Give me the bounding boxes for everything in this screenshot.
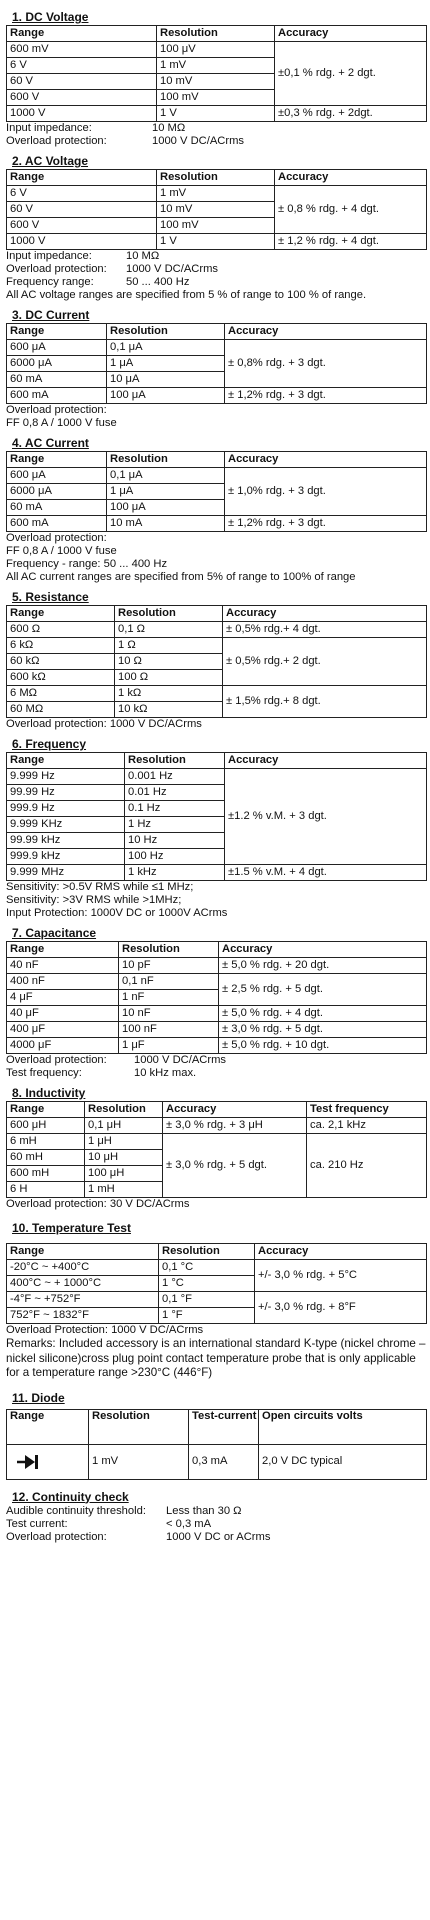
table-row bbox=[7, 686, 427, 702]
col-header-accuracy: Accuracy bbox=[275, 26, 427, 42]
cell-resolution: 10 pF bbox=[119, 958, 219, 974]
col-header-accuracy: Accuracy bbox=[223, 606, 427, 622]
table-row bbox=[7, 769, 427, 785]
cell-accuracy: ± 1,5% rdg.+ 8 dgt. bbox=[223, 686, 427, 718]
col-header-range: Range bbox=[7, 170, 157, 186]
table-row bbox=[7, 340, 427, 356]
cell-resolution: 100 μA bbox=[107, 388, 225, 404]
note-line bbox=[6, 122, 427, 135]
cell-range: 60 kΩ bbox=[7, 654, 115, 670]
cell-resolution: 1 kΩ bbox=[115, 686, 223, 702]
section-title: 2. AC Voltage bbox=[12, 154, 89, 168]
inductivity-table bbox=[6, 1101, 427, 1198]
col-header-accuracy: Accuracy bbox=[275, 170, 427, 186]
cell-resolution: 100 nF bbox=[119, 1022, 219, 1038]
section-title: 11. Diode bbox=[12, 1390, 65, 1405]
cell-resolution: 10 mV bbox=[157, 202, 275, 218]
cell-resolution: 0,1 μA bbox=[107, 340, 225, 356]
cell-resolution: 1 °F bbox=[159, 1308, 255, 1324]
note-line bbox=[6, 1531, 427, 1544]
range-remark: All AC current ranges are specified from 5% of range to 100% of range bbox=[6, 571, 356, 583]
note-line: Sensitivity: >0.5V RMS while ≤1 MHz; bbox=[6, 881, 194, 893]
cell-resolution: 0,1 nF bbox=[119, 974, 219, 990]
cell-range: 6000 μA bbox=[7, 484, 107, 500]
cell-test-frequency: ca. 2,1 kHz bbox=[307, 1118, 427, 1134]
resistance-table bbox=[6, 605, 427, 718]
cell-accuracy: ± 0,5% rdg.+ 4 dgt. bbox=[223, 622, 427, 638]
note-label: Overload protection: bbox=[6, 1054, 107, 1066]
cell-range: 60 V bbox=[7, 202, 157, 218]
section-continuity bbox=[6, 1490, 427, 1544]
cell-resolution: 100 mV bbox=[157, 90, 275, 106]
capacitance-table bbox=[6, 941, 427, 1054]
col-header-resolution: Resolution bbox=[107, 452, 225, 468]
cell-accuracy: ± 1,2% rdg. + 3 dgt. bbox=[225, 516, 427, 532]
table-header-row bbox=[7, 452, 427, 468]
cell-resolution: 10 nF bbox=[119, 1006, 219, 1022]
section-temperature bbox=[6, 1221, 427, 1381]
cell-accuracy: ± 1,2% rdg. + 3 dgt. bbox=[225, 388, 427, 404]
table-header-row bbox=[7, 324, 427, 340]
cell-resolution: 10 mA bbox=[107, 516, 225, 532]
note-value: 10 MΩ bbox=[152, 122, 186, 134]
cell-resolution: 0,1 °F bbox=[159, 1292, 255, 1308]
cell-resolution: 1 nF bbox=[119, 990, 219, 1006]
section-ac-voltage bbox=[6, 154, 427, 302]
note-value: < 0,3 mA bbox=[166, 1517, 212, 1530]
note-line bbox=[6, 1054, 427, 1067]
note-line bbox=[6, 135, 427, 148]
note-line: Overload protection: 30 V DC/ACrms bbox=[6, 1198, 190, 1210]
cell-test-current: 0,3 mA bbox=[189, 1444, 259, 1479]
cell-accuracy: ±1.2 % v.M. + 3 dgt. bbox=[225, 769, 427, 865]
col-header-resolution: Resolution bbox=[125, 753, 225, 769]
cell-range: -4°F ~ +752°F bbox=[7, 1292, 159, 1308]
table-row bbox=[7, 1134, 427, 1150]
col-header-range: Range bbox=[7, 753, 125, 769]
cell-accuracy: ± 0,8% rdg. + 3 dgt. bbox=[225, 340, 427, 388]
cell-range: 60 MΩ bbox=[7, 702, 115, 718]
dc-voltage-table bbox=[6, 25, 427, 122]
cell-resolution: 1 μF bbox=[119, 1038, 219, 1054]
cell-range: 600 mA bbox=[7, 388, 107, 404]
cell-resolution: 100 μH bbox=[85, 1166, 163, 1182]
col-header-accuracy: Accuracy bbox=[225, 452, 427, 468]
table-row bbox=[7, 516, 427, 532]
note-label: Overload protection: bbox=[6, 1530, 107, 1543]
section-dc-voltage bbox=[6, 10, 427, 148]
cell-range: 9.999 MHz bbox=[7, 865, 125, 881]
cell-resolution: 0.1 Hz bbox=[125, 801, 225, 817]
cell-range: 600 V bbox=[7, 90, 157, 106]
table-row bbox=[7, 865, 427, 881]
note-line: Overload protection: bbox=[6, 404, 107, 416]
col-header-accuracy: Accuracy bbox=[219, 942, 427, 958]
cell-range: 400 μF bbox=[7, 1022, 119, 1038]
col-header-resolution: Resolution bbox=[157, 170, 275, 186]
note-value: 1000 V DC/ACrms bbox=[126, 263, 219, 275]
note-label: Overload protection: bbox=[6, 135, 107, 147]
col-header-accuracy: Accuracy bbox=[225, 324, 427, 340]
cell-resolution: 10 kΩ bbox=[115, 702, 223, 718]
cell-range: 600 mV bbox=[7, 42, 157, 58]
note-value: 50 ... 400 Hz bbox=[126, 276, 190, 288]
table-header-row bbox=[7, 942, 427, 958]
cell-range: 60 mA bbox=[7, 500, 107, 516]
section-title: 1. DC Voltage bbox=[12, 10, 89, 24]
col-header-accuracy: Accuracy bbox=[255, 1244, 427, 1260]
table-header-row bbox=[7, 1102, 427, 1118]
table-row bbox=[7, 638, 427, 654]
note-line: Overload Protection: 1000 V DC/ACrms bbox=[6, 1324, 204, 1336]
table-row bbox=[7, 186, 427, 202]
ac-voltage-table bbox=[6, 169, 427, 250]
cell-accuracy: ±1.5 % v.M. + 4 dgt. bbox=[225, 865, 427, 881]
cell-range: 600 μA bbox=[7, 340, 107, 356]
cell-accuracy: ±0,1 % rdg. + 2 dgt. bbox=[275, 42, 427, 106]
cell-resolution: 0.001 Hz bbox=[125, 769, 225, 785]
cell-range: 600 mH bbox=[7, 1166, 85, 1182]
table-row bbox=[7, 106, 427, 122]
note-line: Input Protection: 1000V DC or 1000V ACrms bbox=[6, 907, 228, 919]
cell-accuracy: ± 1,2 % rdg. + 4 dgt. bbox=[275, 234, 427, 250]
cell-resolution: 0.01 Hz bbox=[125, 785, 225, 801]
note-label: Test current: bbox=[6, 1517, 68, 1530]
cell-resolution: 10 μA bbox=[107, 372, 225, 388]
cell-range: 1000 V bbox=[7, 106, 157, 122]
cell-range: 999.9 Hz bbox=[7, 801, 125, 817]
cell-accuracy: ± 5,0 % rdg. + 10 dgt. bbox=[219, 1038, 427, 1054]
cell-range: 600 μH bbox=[7, 1118, 85, 1134]
note-line: Sensitivity: >3V RMS while >1MHz; bbox=[6, 894, 182, 906]
note-label: Test frequency: bbox=[6, 1067, 82, 1079]
col-header-open-circuit-volts: Open circuits volts bbox=[259, 1409, 427, 1444]
col-header-range: Range bbox=[7, 1244, 159, 1260]
col-header-range: Range bbox=[7, 26, 157, 42]
section-title: 5. Resistance bbox=[12, 590, 89, 604]
cell-range: 999.9 kHz bbox=[7, 849, 125, 865]
cell-resolution: 1 mH bbox=[85, 1182, 163, 1198]
section-title: 8. Inductivity bbox=[12, 1086, 86, 1100]
cell-accuracy: ± 5,0 % rdg. + 4 dgt. bbox=[219, 1006, 427, 1022]
col-header-range: Range bbox=[7, 942, 119, 958]
cell-accuracy: ± 0,5% rdg.+ 2 dgt. bbox=[223, 638, 427, 686]
table-row bbox=[7, 1444, 427, 1479]
col-header-range: Range bbox=[7, 606, 115, 622]
section-title: 7. Capacitance bbox=[12, 926, 97, 940]
section-title: 10. Temperature Test bbox=[12, 1221, 131, 1235]
cell-range: 6 MΩ bbox=[7, 686, 115, 702]
col-header-range: Range bbox=[7, 1102, 85, 1118]
cell-resolution: 100 μA bbox=[107, 500, 225, 516]
cell-range: 99.99 kHz bbox=[7, 833, 125, 849]
table-header-row bbox=[7, 606, 427, 622]
note-value: 10 MΩ bbox=[126, 250, 160, 262]
col-header-resolution: Resolution bbox=[115, 606, 223, 622]
cell-range: 9.999 Hz bbox=[7, 769, 125, 785]
cell-range: 600 kΩ bbox=[7, 670, 115, 686]
table-row bbox=[7, 42, 427, 58]
cell-resolution: 1 kHz bbox=[125, 865, 225, 881]
cell-range: 4000 μF bbox=[7, 1038, 119, 1054]
cell-resolution: 0,1 Ω bbox=[115, 622, 223, 638]
cell-resolution: 1 μA bbox=[107, 484, 225, 500]
cell-resolution: 1 μA bbox=[107, 356, 225, 372]
col-header-range: Range bbox=[7, 452, 107, 468]
note-line: Overload protection: bbox=[6, 532, 107, 544]
note-value: 1000 V DC/ACrms bbox=[152, 135, 245, 147]
note-line bbox=[6, 250, 427, 263]
cell-range: 4 μF bbox=[7, 990, 119, 1006]
cell-resolution: 1 mV bbox=[157, 186, 275, 202]
cell-accuracy: ± 3,0 % rdg. + 5 dgt. bbox=[219, 1022, 427, 1038]
cell-range: 60 V bbox=[7, 74, 157, 90]
cell-open-circuit-volts: 2,0 V DC typical bbox=[259, 1444, 427, 1479]
cell-resolution: 1 μH bbox=[85, 1134, 163, 1150]
table-row bbox=[7, 1006, 427, 1022]
section-title: 6. Frequency bbox=[12, 737, 87, 751]
cell-accuracy: ± 5,0 % rdg. + 20 dgt. bbox=[219, 958, 427, 974]
note-label: Input impedance: bbox=[6, 250, 92, 262]
table-row bbox=[7, 974, 427, 990]
note-label: Frequency range: bbox=[6, 276, 94, 288]
cell-range: 40 nF bbox=[7, 958, 119, 974]
table-row bbox=[7, 388, 427, 404]
cell-range: 60 mH bbox=[7, 1150, 85, 1166]
col-header-accuracy: Accuracy bbox=[225, 753, 427, 769]
note-line bbox=[6, 1505, 427, 1518]
cell-resolution: 0,1 μH bbox=[85, 1118, 163, 1134]
cell-resolution: 1 mV bbox=[89, 1444, 189, 1479]
section-title: 3. DC Current bbox=[12, 308, 90, 322]
cell-test-frequency: ca. 210 Hz bbox=[307, 1134, 427, 1198]
table-row bbox=[7, 622, 427, 638]
ac-current-table bbox=[6, 451, 427, 532]
cell-resolution: 100 μV bbox=[157, 42, 275, 58]
table-row bbox=[7, 1022, 427, 1038]
cell-accuracy: ± 3,0 % rdg. + 3 μH bbox=[163, 1118, 307, 1134]
col-header-test-current: Test-current bbox=[189, 1409, 259, 1444]
cell-range: 600 Ω bbox=[7, 622, 115, 638]
table-header-row bbox=[7, 26, 427, 42]
cell-accuracy: ± 3,0 % rdg. + 5 dgt. bbox=[163, 1134, 307, 1198]
section-title: 12. Continuity check bbox=[12, 1489, 129, 1504]
table-row bbox=[7, 958, 427, 974]
range-remark: All AC voltage ranges are specified from 5 % of range to 100 % of range. bbox=[6, 289, 367, 301]
cell-resolution: 0,1 °C bbox=[159, 1260, 255, 1276]
cell-range: 600 μA bbox=[7, 468, 107, 484]
cell-range: 60 mA bbox=[7, 372, 107, 388]
cell-resolution: 100 Ω bbox=[115, 670, 223, 686]
cell-range: 600 V bbox=[7, 218, 157, 234]
cell-range: 600 mA bbox=[7, 516, 107, 532]
cell-resolution: 100 Hz bbox=[125, 849, 225, 865]
temperature-remark: Remarks: Included accessory is an international standard K-type (nickel chrome – nickel silicone)cross plug point contact temperature probe that is only applicable for a temperature range >230°C (446°F) bbox=[6, 1337, 426, 1379]
frequency-table bbox=[6, 752, 427, 881]
table-row bbox=[7, 1260, 427, 1276]
note-line bbox=[6, 276, 427, 289]
cell-resolution: 1 V bbox=[157, 234, 275, 250]
dc-current-table bbox=[6, 323, 427, 404]
col-header-resolution: Resolution bbox=[107, 324, 225, 340]
note-label: Audible continuity threshold: bbox=[6, 1504, 146, 1517]
table-header-row bbox=[7, 753, 427, 769]
table-row bbox=[7, 1038, 427, 1054]
col-header-resolution: Resolution bbox=[89, 1409, 189, 1444]
cell-range: 400 nF bbox=[7, 974, 119, 990]
note-value: 10 kHz max. bbox=[134, 1067, 197, 1079]
col-header-resolution: Resolution bbox=[85, 1102, 163, 1118]
cell-accuracy: ±0,3 % rdg. + 2dgt. bbox=[275, 106, 427, 122]
cell-resolution: 1 Hz bbox=[125, 817, 225, 833]
cell-resolution: 1 mV bbox=[157, 58, 275, 74]
cell-resolution: 10 Hz bbox=[125, 833, 225, 849]
section-diode bbox=[6, 1391, 427, 1480]
table-header-row bbox=[7, 1244, 427, 1260]
note-value: 1000 V DC/ACrms bbox=[134, 1054, 227, 1066]
cell-accuracy: ± 0,8 % rdg. + 4 dgt. bbox=[275, 186, 427, 234]
cell-range: 6 H bbox=[7, 1182, 85, 1198]
col-header-test-frequency: Test frequency bbox=[307, 1102, 427, 1118]
cell-resolution: 1 Ω bbox=[115, 638, 223, 654]
table-row bbox=[7, 1118, 427, 1134]
cell-accuracy: +/- 3,0 % rdg. + 8°F bbox=[255, 1292, 427, 1324]
note-line bbox=[6, 1067, 427, 1080]
note-line: FF 0,8 A / 1000 V fuse bbox=[6, 417, 117, 429]
col-header-resolution: Resolution bbox=[119, 942, 219, 958]
cell-range: 6 V bbox=[7, 186, 157, 202]
note-line bbox=[6, 263, 427, 276]
cell-accuracy: ± 2,5 % rdg. + 5 dgt. bbox=[219, 974, 427, 1006]
section-inductivity bbox=[6, 1086, 427, 1211]
cell-range: 752°F ~ 1832°F bbox=[7, 1308, 159, 1324]
cell-accuracy: +/- 3,0 % rdg. + 5°C bbox=[255, 1260, 427, 1292]
section-resistance bbox=[6, 590, 427, 731]
temperature-table bbox=[6, 1243, 427, 1324]
table-header-row bbox=[7, 1409, 427, 1444]
table-row bbox=[7, 468, 427, 484]
note-line: Frequency - range: 50 ... 400 Hz bbox=[6, 558, 168, 570]
section-ac-current bbox=[6, 436, 427, 584]
note-line bbox=[6, 1518, 427, 1531]
cell-resolution: 100 mV bbox=[157, 218, 275, 234]
cell-range: 6000 μA bbox=[7, 356, 107, 372]
note-line: FF 0,8 A / 1000 V fuse bbox=[6, 545, 117, 557]
cell-range: -20°C ~ +400°C bbox=[7, 1260, 159, 1276]
col-header-resolution: Resolution bbox=[157, 26, 275, 42]
note-value: 1000 V DC or ACrms bbox=[166, 1530, 271, 1543]
table-row bbox=[7, 234, 427, 250]
diode-symbol-icon bbox=[7, 1444, 89, 1479]
section-dc-current bbox=[6, 308, 427, 430]
cell-range: 99.99 Hz bbox=[7, 785, 125, 801]
table-header-row bbox=[7, 170, 427, 186]
table-row bbox=[7, 1292, 427, 1308]
cell-range: 6 kΩ bbox=[7, 638, 115, 654]
section-frequency bbox=[6, 737, 427, 920]
col-header-resolution: Resolution bbox=[159, 1244, 255, 1260]
cell-resolution: 10 mV bbox=[157, 74, 275, 90]
cell-resolution: 1 °C bbox=[159, 1276, 255, 1292]
note-value: Less than 30 Ω bbox=[166, 1504, 242, 1517]
cell-range: 400°C ~ + 1000°C bbox=[7, 1276, 159, 1292]
cell-range: 40 μF bbox=[7, 1006, 119, 1022]
section-title: 4. AC Current bbox=[12, 436, 89, 450]
cell-resolution: 1 V bbox=[157, 106, 275, 122]
cell-resolution: 10 Ω bbox=[115, 654, 223, 670]
cell-range: 1000 V bbox=[7, 234, 157, 250]
cell-range: 6 mH bbox=[7, 1134, 85, 1150]
cell-resolution: 10 μH bbox=[85, 1150, 163, 1166]
cell-resolution: 0,1 μA bbox=[107, 468, 225, 484]
diode-table bbox=[6, 1409, 427, 1480]
col-header-accuracy: Accuracy bbox=[163, 1102, 307, 1118]
cell-range: 9.999 KHz bbox=[7, 817, 125, 833]
col-header-range: Range bbox=[7, 324, 107, 340]
cell-accuracy: ± 1,0% rdg. + 3 dgt. bbox=[225, 468, 427, 516]
note-line: Overload protection: 1000 V DC/ACrms bbox=[6, 718, 202, 730]
col-header-range: Range bbox=[7, 1409, 89, 1444]
note-label: Overload protection: bbox=[6, 263, 107, 275]
section-capacitance bbox=[6, 926, 427, 1080]
note-label: Input impedance: bbox=[6, 122, 92, 134]
cell-range: 6 V bbox=[7, 58, 157, 74]
